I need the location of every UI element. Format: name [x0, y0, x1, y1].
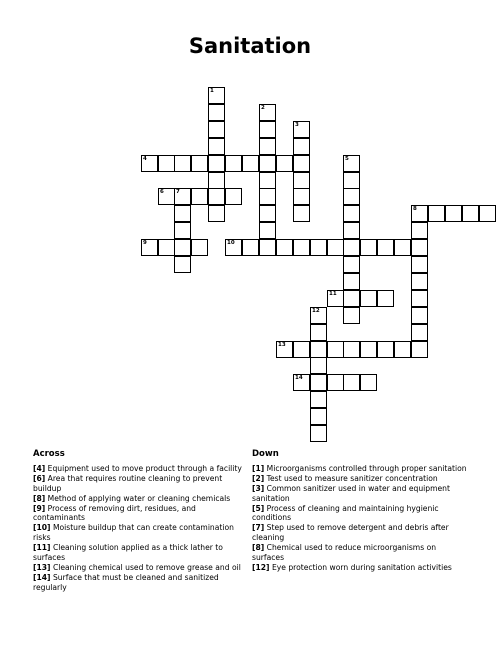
clue-number-label: [11] [33, 543, 51, 553]
grid-cell[interactable] [343, 188, 360, 205]
clue-text: Eye protection worn during sanitation activities [271, 562, 452, 572]
clue-text: Cleaning chemical used to remove grease and oil [52, 562, 241, 572]
clue-text: Microorganisms controlled through proper sanitation [266, 463, 467, 473]
grid-cell[interactable] [310, 341, 327, 358]
grid-cell[interactable] [343, 172, 360, 189]
grid-cell[interactable] [191, 188, 208, 205]
grid-cell[interactable] [208, 172, 225, 189]
grid-cell[interactable] [259, 239, 276, 256]
clue-number: 8 [413, 206, 417, 212]
clue-number-label: [6] [33, 473, 46, 483]
grid-cell[interactable] [174, 222, 191, 239]
grid-cell[interactable] [343, 290, 360, 307]
clue-item [33, 573, 248, 593]
grid-cell[interactable] [208, 87, 225, 104]
clue-item [252, 563, 467, 573]
grid-cell[interactable] [327, 374, 344, 391]
clue-item [252, 543, 467, 563]
grid-cell[interactable] [141, 155, 158, 172]
grid-cell[interactable] [411, 205, 428, 222]
grid-cell[interactable] [411, 273, 428, 290]
clue-text: Moisture buildup that can create contamination risks [33, 523, 234, 543]
clue-number-label: [10] [33, 523, 51, 533]
across-clue-list [33, 464, 248, 593]
clue-number-label: [13] [33, 562, 51, 572]
grid-cell[interactable] [377, 239, 394, 256]
grid-cell[interactable] [445, 205, 462, 222]
grid-cell[interactable] [343, 205, 360, 222]
grid-cell[interactable] [259, 188, 276, 205]
clue-text: Method of applying water or cleaning chemicals [47, 493, 231, 503]
grid-cell[interactable] [360, 341, 377, 358]
grid-cell[interactable] [191, 239, 208, 256]
grid-cell[interactable] [191, 155, 208, 172]
clue-item [33, 523, 248, 543]
grid-cell[interactable] [293, 188, 310, 205]
down-heading: Down [252, 449, 279, 459]
down-clues [252, 450, 467, 573]
grid-cell[interactable] [276, 155, 293, 172]
grid-cell[interactable] [360, 374, 377, 391]
clue-text: Chemical used to reduce microorganisms on surfaces [252, 543, 437, 563]
grid-cell[interactable] [310, 408, 327, 425]
grid-cell[interactable] [343, 239, 360, 256]
grid-cell[interactable] [343, 341, 360, 358]
grid-cell[interactable] [411, 239, 428, 256]
clue-item [252, 474, 467, 484]
clue-text: Cleaning solution applied as a thick lather to surfaces [33, 543, 223, 563]
grid-cell[interactable] [259, 138, 276, 155]
clue-number: 5 [345, 156, 349, 162]
grid-cell[interactable] [293, 155, 310, 172]
clue-number: 10 [227, 240, 235, 246]
clue-number-label: [12] [252, 562, 270, 572]
grid-cell[interactable] [411, 324, 428, 341]
grid-cell[interactable] [293, 138, 310, 155]
grid-cell[interactable] [174, 155, 191, 172]
grid-cell[interactable] [225, 188, 242, 205]
grid-cell[interactable] [310, 374, 327, 391]
grid-cell[interactable] [158, 155, 175, 172]
clue-number: 14 [295, 375, 303, 381]
grid-cell[interactable] [310, 391, 327, 408]
grid-cell[interactable] [411, 222, 428, 239]
clue-number-label: [1] [252, 463, 265, 473]
clue-number: 9 [143, 240, 147, 246]
grid-cell[interactable] [360, 290, 377, 307]
grid-cell[interactable] [259, 172, 276, 189]
grid-cell[interactable] [327, 290, 344, 307]
grid-cell[interactable] [158, 239, 175, 256]
clue-number: 13 [278, 342, 286, 348]
clue-item [33, 563, 248, 573]
clue-number: 2 [261, 105, 265, 111]
grid-cell[interactable] [343, 374, 360, 391]
grid-cell[interactable] [293, 341, 310, 358]
grid-cell[interactable] [310, 324, 327, 341]
grid-cell[interactable] [208, 104, 225, 121]
grid-cell[interactable] [411, 341, 428, 358]
clue-number-label: [14] [33, 572, 51, 582]
clue-item [252, 523, 467, 543]
clue-number: 6 [160, 189, 164, 195]
clue-item [33, 504, 248, 524]
grid-cell[interactable] [208, 155, 225, 172]
grid-cell[interactable] [242, 239, 259, 256]
grid-cell[interactable] [310, 357, 327, 374]
grid-cell[interactable] [310, 239, 327, 256]
grid-cell[interactable] [479, 205, 496, 222]
clue-text: Process of cleaning and maintaining hygienic conditions [252, 503, 439, 523]
grid-cell[interactable] [293, 172, 310, 189]
grid-cell[interactable] [360, 239, 377, 256]
grid-cell[interactable] [343, 256, 360, 273]
puzzle-title: Sanitation [188, 34, 312, 58]
clue-text: Area that requires routine cleaning to prevent buildup [33, 473, 223, 493]
grid-cell[interactable] [208, 138, 225, 155]
clue-text: Equipment used to move product through a facility [47, 463, 242, 473]
grid-cell[interactable] [343, 307, 360, 324]
grid-cell[interactable] [310, 307, 327, 324]
grid-cell[interactable] [377, 290, 394, 307]
clue-item [252, 464, 467, 474]
grid-cell[interactable] [377, 341, 394, 358]
clue-number-label: [8] [33, 493, 46, 503]
grid-cell[interactable] [242, 155, 259, 172]
grid-cell[interactable] [411, 256, 428, 273]
grid-cell[interactable] [225, 239, 242, 256]
grid-cell[interactable] [343, 155, 360, 172]
grid-cell[interactable] [293, 121, 310, 138]
clue-item [33, 474, 248, 494]
grid-cell[interactable] [462, 205, 479, 222]
grid-cell[interactable] [411, 307, 428, 324]
clue-text: Step used to remove detergent and debris after cleaning [252, 523, 449, 543]
clue-number-label: [7] [252, 523, 265, 533]
grid-cell[interactable] [174, 188, 191, 205]
grid-cell[interactable] [259, 104, 276, 121]
grid-cell[interactable] [225, 155, 242, 172]
grid-cell[interactable] [276, 341, 293, 358]
clue-text: Test used to measure sanitizer concentration [266, 473, 438, 483]
grid-cell[interactable] [259, 222, 276, 239]
clue-item [33, 494, 248, 504]
clue-text: Surface that must be cleaned and sanitized regularly [33, 572, 219, 592]
grid-cell[interactable] [327, 239, 344, 256]
clue-number-label: [3] [252, 483, 265, 493]
clue-number-label: [5] [252, 503, 265, 513]
clue-number: 11 [329, 291, 337, 297]
grid-cell[interactable] [208, 188, 225, 205]
clue-number: 3 [295, 122, 299, 128]
grid-cell[interactable] [158, 188, 175, 205]
clue-number: 1 [210, 88, 214, 94]
clue-number-label: [2] [252, 473, 265, 483]
clue-number: 12 [312, 308, 320, 314]
grid-cell[interactable] [174, 239, 191, 256]
across-clues [33, 450, 248, 593]
grid-cell[interactable] [310, 425, 327, 442]
grid-cell[interactable] [293, 239, 310, 256]
clue-item [252, 484, 467, 504]
grid-cell[interactable] [428, 205, 445, 222]
clue-number: 7 [176, 189, 180, 195]
clue-number-label: [4] [33, 463, 46, 473]
clue-item [252, 504, 467, 524]
grid-cell[interactable] [259, 205, 276, 222]
clue-number-label: [8] [252, 543, 265, 553]
grid-cell[interactable] [276, 239, 293, 256]
grid-cell[interactable] [394, 239, 411, 256]
grid-cell[interactable] [327, 341, 344, 358]
clue-number: 4 [143, 156, 147, 162]
clue-text: Common sanitizer used in water and equipment sanitation [252, 483, 450, 503]
grid-cell[interactable] [174, 256, 191, 273]
grid-cell[interactable] [293, 205, 310, 222]
grid-cell[interactable] [343, 222, 360, 239]
grid-cell[interactable] [259, 155, 276, 172]
grid-cell[interactable] [174, 205, 191, 222]
across-heading: Across [33, 449, 65, 459]
grid-cell[interactable] [208, 121, 225, 138]
grid-cell[interactable] [411, 290, 428, 307]
clue-item [33, 464, 248, 474]
clue-item [33, 543, 248, 563]
grid-cell[interactable] [141, 239, 158, 256]
grid-cell[interactable] [208, 205, 225, 222]
clue-number-label: [9] [33, 503, 46, 513]
grid-cell[interactable] [343, 273, 360, 290]
down-clue-list [252, 464, 467, 573]
grid-cell[interactable] [259, 121, 276, 138]
grid-cell[interactable] [293, 374, 310, 391]
clue-text: Process of removing dirt, residues, and contaminants [33, 503, 196, 523]
grid-cell[interactable] [394, 341, 411, 358]
